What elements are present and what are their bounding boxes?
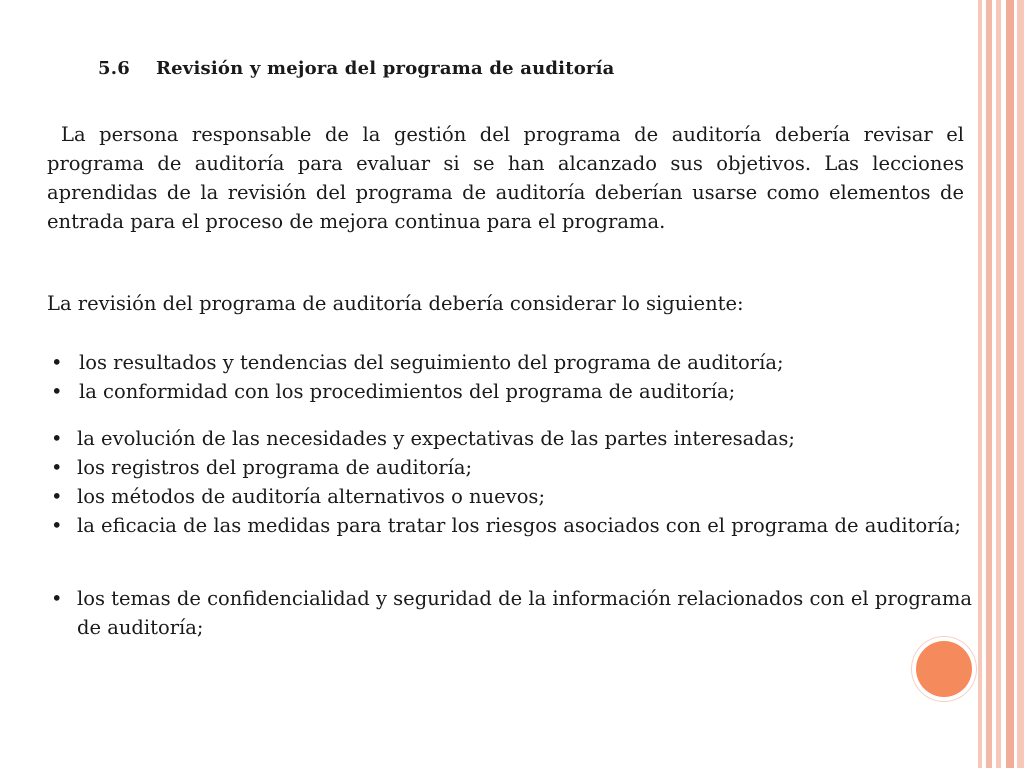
list-item (47, 348, 967, 377)
list-item (47, 377, 967, 406)
bullet-icon: • (51, 587, 63, 610)
decorative-stripe (978, 0, 982, 768)
list-item-text: los resultados y tendencias del seguimiento del programa de auditoría; (79, 351, 784, 374)
list-item (47, 584, 997, 642)
list-item (47, 511, 1007, 540)
bullet-list-3 (47, 584, 997, 642)
list-item-text: los registros del programa de auditoría; (77, 456, 473, 479)
list-item (47, 453, 1007, 482)
bullet-icon: • (51, 514, 63, 537)
decorative-stripe (996, 0, 1001, 768)
bullet-list-2 (47, 424, 1007, 540)
slide-title (98, 58, 615, 79)
decorative-stripe (986, 0, 992, 768)
list-item (47, 482, 1007, 511)
list-item-text: la conformidad con los procedimientos del programa de auditoría; (79, 380, 736, 403)
list-item-text: la evolución de las necesidades y expectativas de las partes interesadas; (77, 427, 795, 450)
bullet-list-1 (47, 348, 967, 406)
bullet-icon: • (51, 485, 63, 508)
section-number: 5.6 (98, 58, 130, 79)
bullet-icon: • (51, 351, 63, 374)
intro-text: La revisión del programa de auditoría debería considerar lo siguiente: (47, 292, 744, 315)
decorative-stripe (1006, 0, 1014, 768)
list-item-text: los temas de confidencialidad y seguridad de la información relacionados con el programa de auditoría; (77, 587, 972, 639)
list-item-text: la eficacia de las medidas para tratar los riesgos asociados con el programa de auditoría; (77, 514, 961, 537)
decorative-stripe (1017, 0, 1024, 768)
list-item (47, 424, 1007, 453)
bullet-icon: • (51, 380, 63, 403)
paragraph-text: La persona responsable de la gestión del programa de auditoría debería revisar el programa de auditoría para evaluar si se han alcanzado sus objetivos. Las lecciones aprendidas de la revisión del programa de auditoría deberían usarse como elementos de entrada para el proceso de mejora continua para el programa. (47, 123, 964, 233)
section-title: Revisión y mejora del programa de auditoría (156, 58, 615, 79)
orange-circle-icon (916, 641, 972, 697)
bullet-icon: • (51, 427, 63, 450)
list-item-text: los métodos de auditoría alternativos o nuevos; (77, 485, 546, 508)
bullet-icon: • (51, 456, 63, 479)
body-paragraph (47, 120, 964, 236)
